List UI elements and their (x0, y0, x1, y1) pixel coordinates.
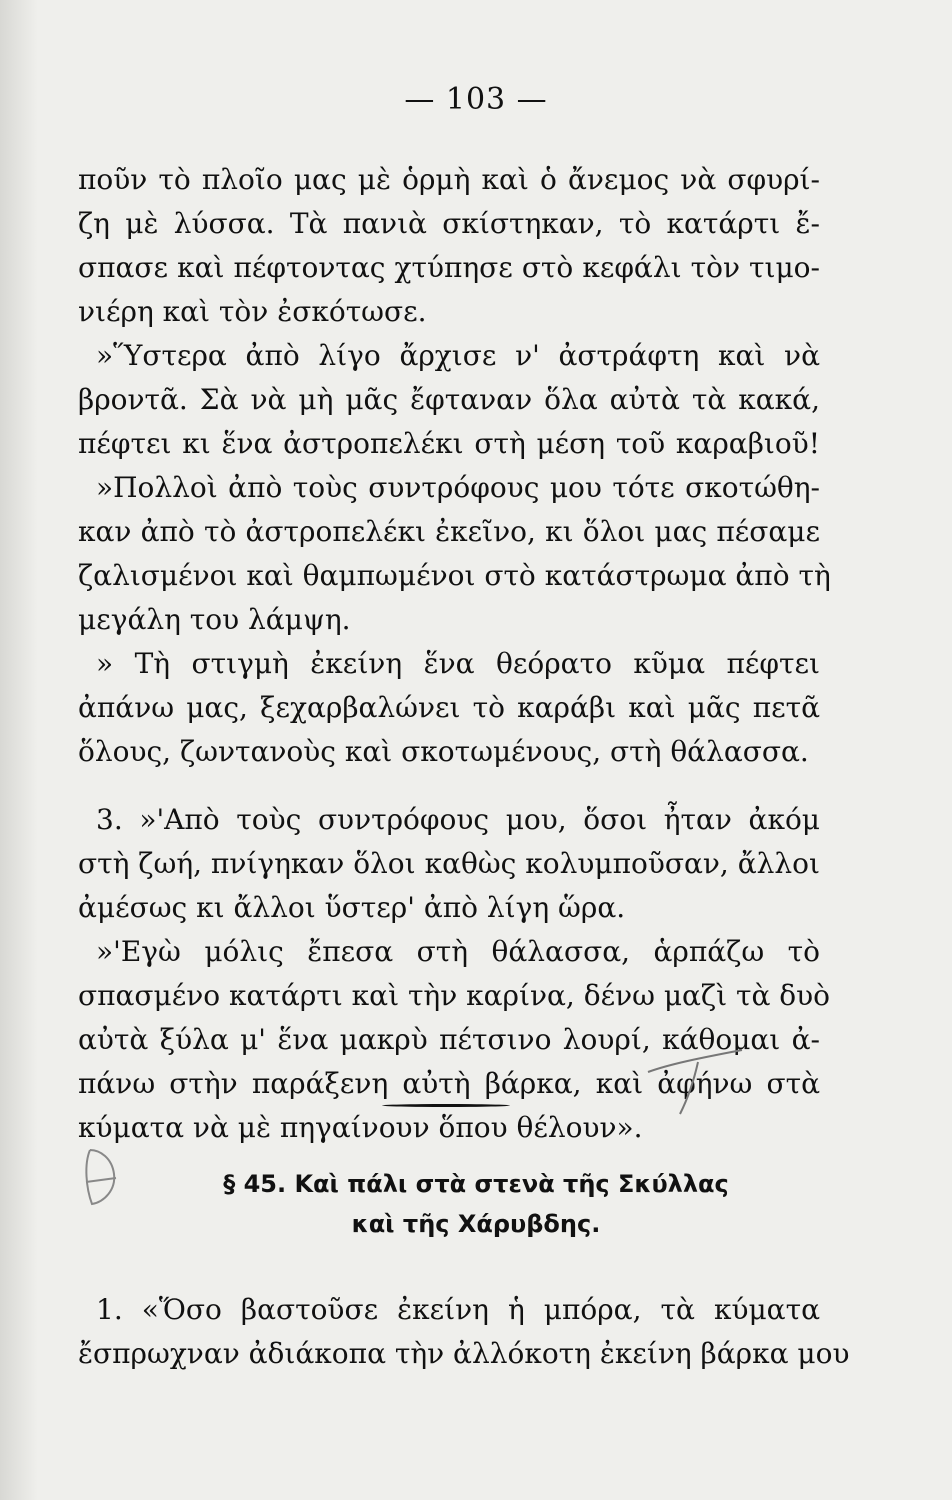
text-line: πέφτει κι ἕνα ἀστροπελέκι στὴ μέση τοῦ καραβιοῦ! (78, 427, 820, 460)
text-line: ἀπάνω μας, ξεχαρβαλώνει τὸ καράβι καὶ μᾶς πετᾶ (78, 691, 820, 724)
text-line: σπασμένο κατάρτι καὶ τὴν καρίνα, δένω μαζὶ τὰ δυὸ (78, 979, 831, 1012)
page-number: — 103 — (404, 82, 548, 117)
text-line: αὐτὰ ξύλα μ' ἕνα μακρὺ πέτσινο λουρί, κάθομαι ἀ- (78, 1023, 820, 1056)
text-line: νιέρη καὶ τὸν ἐσκότωσε. (78, 295, 427, 328)
text-line: στὴ ζωή, πνίγηκαν ὅλοι καθὼς κολυμποῦσαν, ἄλλοι (78, 847, 820, 880)
text-line: ἀμέσως κι ἄλλοι ὕστερ' ἀπὸ λίγη ὥρα. (78, 891, 626, 924)
text-line: μεγάλη του λάμψη. (78, 603, 351, 636)
text-line: »'Εγὼ μόλις ἔπεσα στὴ θάλασσα, ἁρπάζω τὸ (96, 935, 820, 968)
text-line: βροντᾶ. Σὰ νὰ μὴ μᾶς ἔφταναν ὅλα αὐτὰ τὰ κακά, (78, 383, 820, 416)
text-line: πάνω στὴν παράξενη αὐτὴ βάρκα, καὶ ἀφήνω στὰ (78, 1067, 820, 1100)
text-line: καν ἀπὸ τὸ ἀστροπελέκι ἐκεῖνο, κι ὅλοι μας πέσαμε (78, 515, 820, 548)
text-line: »Πολλοὶ ἀπὸ τοὺς συντρόφους μου τότε σκοτώθη- (96, 471, 820, 504)
text-line: σπασε καὶ πέφτοντας χτύπησε στὸ κεφάλι τὸν τιμο- (78, 251, 820, 284)
section-divider (382, 1104, 510, 1107)
scan-edge-shadow (0, 0, 38, 1500)
text-line: »Ὕστερα ἀπὸ λίγο ἄρχισε ν' ἀστράφτη καὶ νὰ (96, 339, 820, 372)
text-line: ζη μὲ λύσσα. Τὰ πανιὰ σκίστηκαν, τὸ κατάρτι ἔ- (78, 207, 820, 240)
text-line: 1. «Ὅσο βαστοῦσε ἐκείνη ἡ μπόρα, τὰ κύματα (96, 1293, 820, 1326)
text-line: κύματα νὰ μὲ πηγαίνουν ὅπου θέλουν». (78, 1111, 643, 1144)
section-heading-line: § 45. Καὶ πάλι στὰ στενὰ τῆς Σκύλλας (223, 1170, 729, 1198)
text-line: ὅλους, ζωντανοὺς καὶ σκοτωμένους, στὴ θάλασσα. (78, 735, 809, 768)
text-line: » Τὴ στιγμὴ ἐκείνη ἕνα θεόρατο κῦμα πέφτει (96, 647, 820, 680)
section-heading-line: καὶ τῆς Χάρυβδης. (351, 1210, 601, 1238)
pencil-annotation-mark (640, 1028, 750, 1118)
text-line: ζαλισμένοι καὶ θαμπωμένοι στὸ κατάστρωμα ἀπὸ τὴ (78, 559, 831, 592)
text-line: ἔσπρωχναν ἀδιάκοπα τὴν ἀλλόκοτη ἐκείνη βάρκα μου (78, 1337, 850, 1370)
text-line: ποῦν τὸ πλοῖο μας μὲ ὁρμὴ καὶ ὁ ἄνεμος νὰ σφυρί- (78, 163, 820, 196)
text-line: 3. »'Απὸ τοὺς συντρόφους μου, ὅσοι ἦταν ἀκόμ (96, 803, 820, 836)
